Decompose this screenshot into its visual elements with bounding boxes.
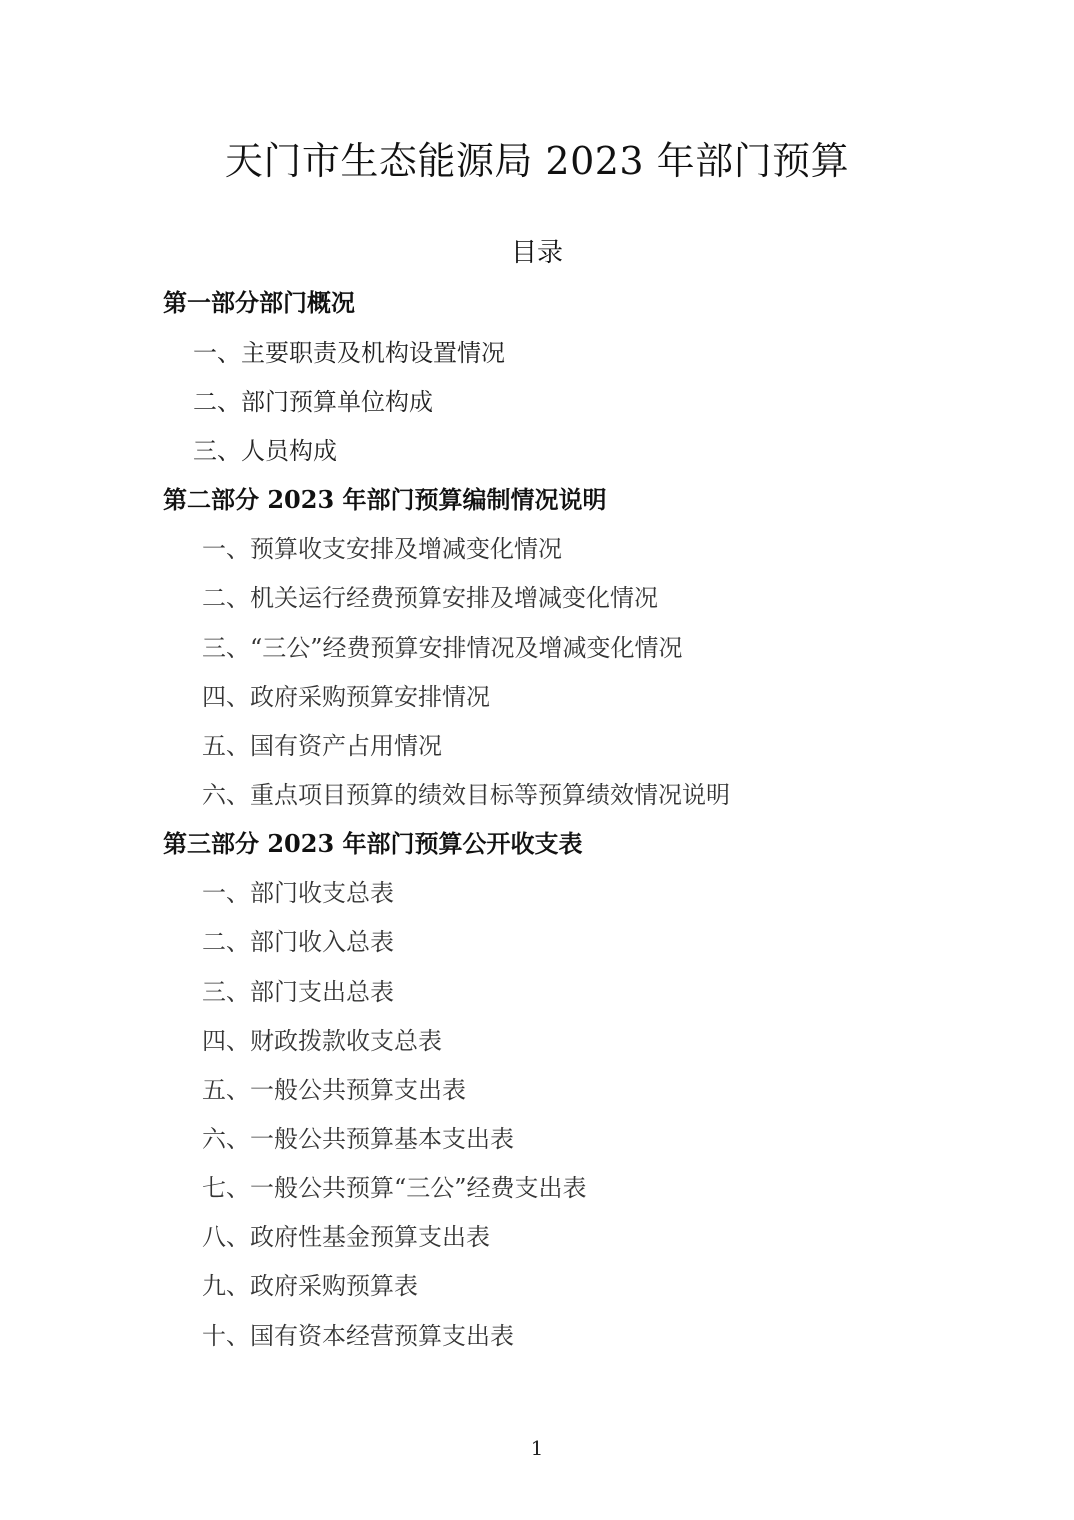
toc-item: 二、机关运行经费预算安排及增减变化情况 xyxy=(202,584,658,612)
toc-item: 十、国有资本经营预算支出表 xyxy=(202,1322,514,1350)
toc-item: 四、政府采购预算安排情况 xyxy=(202,683,490,711)
toc-item: 九、政府采购预算表 xyxy=(202,1272,418,1300)
toc-item: 三、“三公”经费预算安排情况及增减变化情况 xyxy=(202,634,683,662)
toc-item: 四、财政拨款收支总表 xyxy=(202,1027,442,1055)
toc-part-2: 第二部分 2023 年部门预算编制情况说明 xyxy=(163,485,607,514)
toc-heading: 目录 xyxy=(510,238,563,268)
toc-item: 三、人员构成 xyxy=(193,437,337,465)
document-title: 天门市生态能源局 2023 年部门预算 xyxy=(224,139,850,183)
toc-item: 六、一般公共预算基本支出表 xyxy=(202,1125,514,1153)
toc-item: 一、部门收支总表 xyxy=(202,879,394,907)
toc-item: 五、一般公共预算支出表 xyxy=(202,1076,466,1104)
toc-item: 二、部门收入总表 xyxy=(202,928,394,956)
toc-item: 六、重点项目预算的绩效目标等预算绩效情况说明 xyxy=(202,781,730,809)
toc-item: 三、部门支出总表 xyxy=(202,978,394,1006)
toc-item: 一、主要职责及机构设置情况 xyxy=(193,339,505,367)
toc-item: 二、部门预算单位构成 xyxy=(193,388,433,416)
page-number: 1 xyxy=(530,1436,544,1460)
toc-part-1: 第一部分部门概况 xyxy=(163,288,355,317)
toc-part-3: 第三部分 2023 年部门预算公开收支表 xyxy=(163,829,583,858)
toc-item: 七、一般公共预算“三公”经费支出表 xyxy=(202,1174,587,1202)
toc-item: 五、国有资产占用情况 xyxy=(202,732,442,760)
toc-item: 八、政府性基金预算支出表 xyxy=(202,1223,490,1251)
toc-item: 一、预算收支安排及增减变化情况 xyxy=(202,535,562,563)
